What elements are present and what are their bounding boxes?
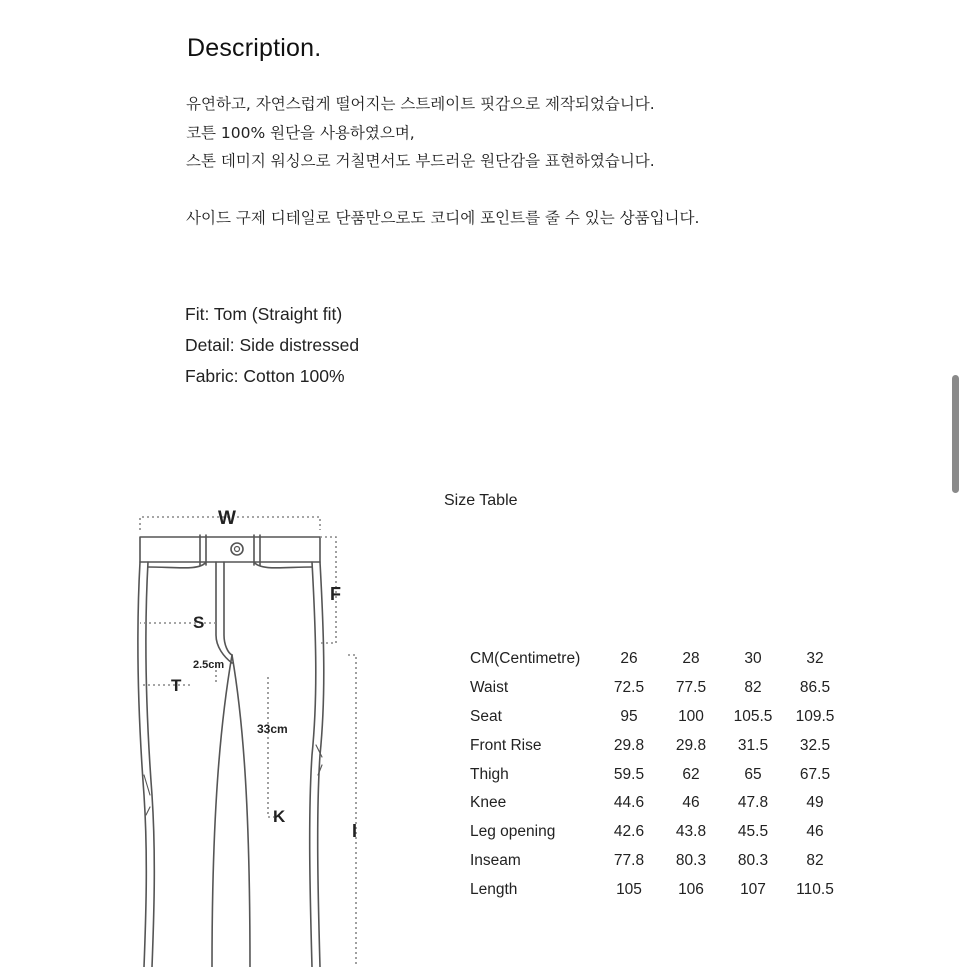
table-cell: 86.5 bbox=[799, 679, 831, 697]
table-row bbox=[463, 731, 846, 760]
diagram-label-f: F bbox=[330, 584, 341, 604]
table-cell: 47.8 bbox=[737, 794, 769, 812]
diagram-label-s: S bbox=[193, 613, 205, 632]
table-cell: 106 bbox=[678, 880, 704, 898]
button-icon bbox=[231, 543, 243, 555]
product-specs bbox=[185, 299, 359, 392]
table-cell: 105 bbox=[616, 880, 642, 898]
table-cell: 80.3 bbox=[675, 851, 707, 869]
size-table-title: Size Table bbox=[444, 492, 518, 509]
table-row bbox=[463, 703, 846, 732]
row-label: Front Rise bbox=[470, 736, 542, 754]
table-cell: 43.8 bbox=[675, 823, 707, 841]
diagram-label-k: K bbox=[273, 807, 286, 826]
table-cell: 67.5 bbox=[799, 765, 831, 783]
table-cell: 80.3 bbox=[737, 851, 769, 869]
table-row bbox=[463, 789, 846, 818]
description-title: Description. bbox=[187, 34, 322, 62]
table-cell: 45.5 bbox=[737, 823, 769, 841]
table-row bbox=[463, 847, 846, 876]
table-row bbox=[463, 674, 846, 703]
description-line: 유연하고, 자연스럽게 떨어지는 스트레이트 핏감으로 제작되었습니다. bbox=[186, 95, 655, 113]
diagram-labels bbox=[171, 508, 357, 841]
diagram-label-t: T bbox=[171, 676, 182, 695]
header-cell: 28 bbox=[682, 650, 700, 668]
header-cell: 32 bbox=[806, 650, 824, 668]
diagram-label-w: W bbox=[218, 508, 236, 529]
header-cell: 30 bbox=[744, 650, 762, 668]
spec-fit: Fit: Tom (Straight fit) bbox=[185, 304, 343, 324]
description-line: 코튼 100% 원단을 사용하였으며, bbox=[186, 123, 415, 142]
table-cell: 82 bbox=[806, 851, 824, 869]
diagram-label-pocket: 2.5cm bbox=[193, 659, 225, 671]
table-cell: 77.8 bbox=[613, 851, 645, 869]
pants-outline bbox=[138, 535, 324, 967]
table-cell: 59.5 bbox=[613, 765, 645, 783]
table-cell: 105.5 bbox=[733, 707, 773, 725]
measurement-guides bbox=[140, 517, 356, 967]
table-cell: 29.8 bbox=[675, 736, 707, 754]
row-label: Seat bbox=[470, 707, 502, 725]
table-cell: 110.5 bbox=[796, 880, 834, 898]
size-table bbox=[463, 645, 846, 904]
table-cell: 49 bbox=[806, 794, 824, 812]
description-line: 스톤 데미지 워싱으로 거칠면서도 부드러운 원단감을 표현하였습니다. bbox=[186, 152, 655, 170]
table-cell: 62 bbox=[682, 765, 700, 783]
table-cell: 32.5 bbox=[799, 736, 831, 754]
pants-measurement-diagram bbox=[120, 495, 380, 967]
description-line: 사이드 구제 디테일로 단품만으로도 코디에 포인트를 줄 수 있는 상품입니다. bbox=[186, 209, 700, 227]
table-cell: 44.6 bbox=[613, 794, 645, 812]
table-cell: 109.5 bbox=[795, 707, 835, 725]
table-cell: 107 bbox=[740, 880, 766, 898]
table-cell: 65 bbox=[744, 765, 762, 783]
row-label: Knee bbox=[470, 794, 507, 812]
table-cell: 77.5 bbox=[675, 679, 707, 697]
header-cell: 26 bbox=[620, 650, 638, 668]
size-table-header bbox=[463, 645, 846, 674]
row-label: Thigh bbox=[470, 765, 509, 783]
header-cell: CM(Centimetre) bbox=[470, 650, 581, 668]
spec-fabric: Fabric: Cotton 100% bbox=[185, 366, 345, 386]
row-label: Waist bbox=[470, 679, 509, 697]
table-cell: 46 bbox=[682, 794, 700, 812]
table-cell: 95 bbox=[620, 707, 638, 725]
row-label: Length bbox=[470, 880, 518, 898]
table-cell: 82 bbox=[744, 679, 762, 697]
table-cell: 100 bbox=[678, 707, 704, 725]
table-row bbox=[463, 875, 846, 904]
description-text bbox=[186, 90, 699, 233]
row-label: Inseam bbox=[470, 851, 521, 869]
table-cell: 72.5 bbox=[613, 679, 645, 697]
table-cell: 31.5 bbox=[737, 736, 769, 754]
spec-detail: Detail: Side distressed bbox=[185, 335, 360, 355]
table-cell: 42.6 bbox=[613, 823, 645, 841]
row-label: Leg opening bbox=[470, 823, 556, 841]
page-scrollbar[interactable] bbox=[952, 375, 959, 493]
table-cell: 46 bbox=[806, 823, 824, 841]
table-cell: 29.8 bbox=[613, 736, 645, 754]
table-row bbox=[463, 760, 846, 789]
diagram-label-33cm: 33cm bbox=[257, 722, 288, 736]
table-row bbox=[463, 818, 846, 847]
diagram-label-i: I bbox=[352, 821, 358, 841]
